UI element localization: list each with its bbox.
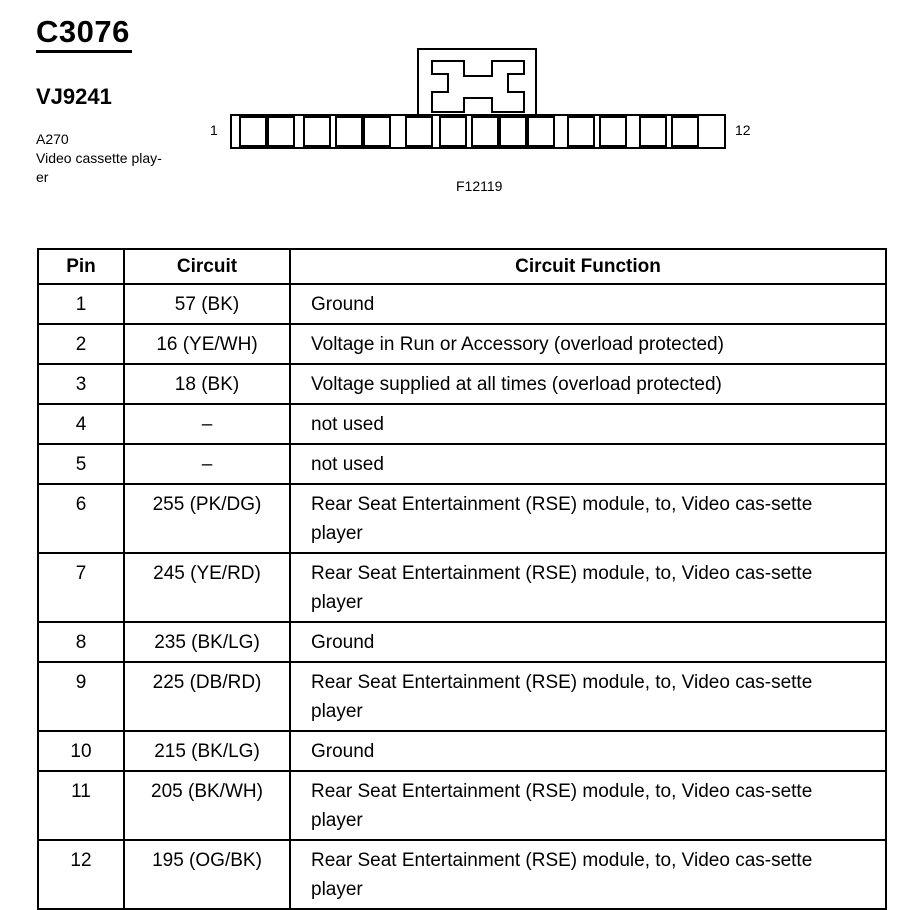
circuit-cell: 215 (BK/LG) bbox=[124, 731, 290, 771]
circuit-cell: 195 (OG/BK) bbox=[124, 840, 290, 909]
component-desc-line2: er bbox=[36, 169, 49, 185]
table-row bbox=[38, 553, 886, 622]
title-underline bbox=[36, 50, 132, 53]
circuit-cell: 225 (DB/RD) bbox=[124, 662, 290, 731]
table-row bbox=[38, 731, 886, 771]
function-cell: not used bbox=[311, 454, 384, 475]
table-row bbox=[38, 444, 886, 484]
connector-face-diagram bbox=[228, 46, 728, 152]
part-number: VJ9241 bbox=[36, 84, 112, 109]
connector-latch bbox=[418, 49, 536, 115]
component-desc-line1: Video cassette play- bbox=[36, 150, 162, 166]
pin-1-label: 1 bbox=[210, 122, 218, 138]
pin-cell: 2 bbox=[38, 324, 124, 364]
header-function: Circuit Function bbox=[290, 249, 886, 284]
pin-cell: 12 bbox=[38, 840, 124, 909]
function-cell: Rear Seat Entertainment (RSE) module, to, Video cas-sette player bbox=[311, 494, 813, 544]
pin-cavities bbox=[240, 117, 698, 146]
pin-cell: 11 bbox=[38, 771, 124, 840]
function-cell: Ground bbox=[311, 632, 375, 653]
pin-cell: 7 bbox=[38, 553, 124, 622]
pin-cell: 8 bbox=[38, 622, 124, 662]
circuit-cell: 245 (YE/RD) bbox=[124, 553, 290, 622]
table-row bbox=[38, 662, 886, 731]
function-cell: Rear Seat Entertainment (RSE) module, to, Video cas-sette player bbox=[311, 781, 813, 831]
table-row bbox=[38, 284, 886, 324]
table-row bbox=[38, 484, 886, 553]
table-row bbox=[38, 324, 886, 364]
circuit-cell: – bbox=[124, 444, 290, 484]
circuit-cell: 255 (PK/DG) bbox=[124, 484, 290, 553]
component-code: A270 bbox=[36, 131, 69, 147]
header-circuit: Circuit bbox=[124, 249, 290, 284]
pin-cell: 9 bbox=[38, 662, 124, 731]
table-row bbox=[38, 404, 886, 444]
header-pin: Pin bbox=[38, 249, 124, 284]
circuit-cell: 235 (BK/LG) bbox=[124, 622, 290, 662]
connector-title: C3076 bbox=[36, 14, 130, 49]
table-row bbox=[38, 364, 886, 404]
figure-id: F12119 bbox=[456, 178, 503, 194]
function-cell: Rear Seat Entertainment (RSE) module, to, Video cas-sette player bbox=[311, 563, 813, 613]
table-row bbox=[38, 771, 886, 840]
table-header-row bbox=[38, 249, 886, 284]
function-cell: Ground bbox=[311, 294, 375, 315]
table-row bbox=[38, 622, 886, 662]
circuit-cell: 18 (BK) bbox=[124, 364, 290, 404]
circuit-cell: 16 (YE/WH) bbox=[124, 324, 290, 364]
function-cell: Rear Seat Entertainment (RSE) module, to, Video cas-sette player bbox=[311, 850, 813, 900]
connector-body bbox=[231, 115, 725, 148]
pin-cell: 10 bbox=[38, 731, 124, 771]
component-description bbox=[36, 130, 196, 187]
circuit-cell: 205 (BK/WH) bbox=[124, 771, 290, 840]
pin-cell: 4 bbox=[38, 404, 124, 444]
function-cell: Rear Seat Entertainment (RSE) module, to, Video cas-sette player bbox=[311, 672, 813, 722]
pin-table bbox=[37, 248, 887, 910]
function-cell: Ground bbox=[311, 741, 375, 762]
function-cell: Voltage supplied at all times (overload protected) bbox=[311, 374, 722, 395]
circuit-cell: – bbox=[124, 404, 290, 444]
function-cell: Voltage in Run or Accessory (overload protected) bbox=[311, 334, 724, 355]
table-row bbox=[38, 840, 886, 909]
function-cell: not used bbox=[311, 414, 384, 435]
circuit-cell: 57 (BK) bbox=[124, 284, 290, 324]
connector-key-shape bbox=[432, 61, 524, 112]
pin-cell: 3 bbox=[38, 364, 124, 404]
pin-cell: 1 bbox=[38, 284, 124, 324]
pin-cell: 6 bbox=[38, 484, 124, 553]
pin-cell: 5 bbox=[38, 444, 124, 484]
pin-12-label: 12 bbox=[735, 122, 751, 138]
